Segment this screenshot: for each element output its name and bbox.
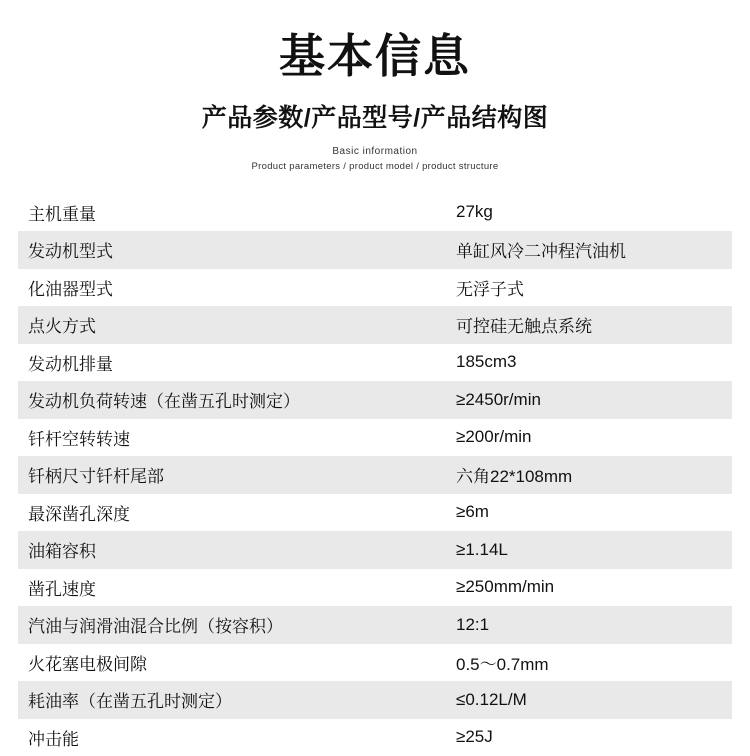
spec-value: ≥1.14L [438,531,732,569]
spec-value: 六角22*108mm [438,456,732,494]
spec-label: 发动机型式 [18,231,438,269]
spec-value: ≥6m [438,494,732,532]
page-header [0,0,750,172]
spec-value: ≥2450r/min [438,381,732,419]
spec-value: ≥25J [438,719,732,756]
spec-label: 油箱容积 [18,531,438,569]
spec-label: 主机重量 [18,194,438,232]
spec-value: 27kg [438,194,732,232]
spec-value: 单缸风冷二冲程汽油机 [438,231,732,269]
specification-table-body [18,194,732,756]
table-row [18,719,732,756]
spec-label: 凿孔速度 [18,569,438,607]
spec-label: 火花塞电极间隙 [18,644,438,682]
spec-label: 化油器型式 [18,269,438,307]
spec-value: 185cm3 [438,344,732,382]
table-row [18,494,732,532]
spec-label: 发动机负荷转速（在凿五孔时测定） [18,381,438,419]
spec-value: ≥200r/min [438,419,732,457]
table-row [18,419,732,457]
spec-value: 0.5～0.7mm [438,644,732,682]
table-row [18,194,732,232]
table-row [18,606,732,644]
spec-label: 点火方式 [18,306,438,344]
spec-label: 冲击能 [18,719,438,756]
table-row [18,456,732,494]
table-row [18,644,732,682]
page-subtitle: 产品参数/产品型号/产品结构图 [0,98,750,134]
spec-label: 发动机排量 [18,344,438,382]
table-row [18,381,732,419]
table-row [18,306,732,344]
page-subtitle-english-secondary: Product parameters / product model / product structure [0,161,750,172]
table-row [18,231,732,269]
spec-label: 最深凿孔深度 [18,494,438,532]
specification-table [18,194,732,756]
table-row [18,531,732,569]
spec-value: 可控硅无触点系统 [438,306,732,344]
spec-value: 12:1 [438,606,732,644]
spec-value: ≤0.12L/M [438,681,732,719]
page-subtitle-english-primary: Basic information [0,146,750,157]
table-row [18,681,732,719]
page-title: 基本信息 [0,28,750,86]
spec-label: 汽油与润滑油混合比例（按容积） [18,606,438,644]
spec-label: 钎柄尺寸钎杆尾部 [18,456,438,494]
spec-value: 无浮子式 [438,269,732,307]
spec-value: ≥250mm/min [438,569,732,607]
table-row [18,269,732,307]
table-row [18,344,732,382]
spec-label: 耗油率（在凿五孔时测定） [18,681,438,719]
spec-label: 钎杆空转转速 [18,419,438,457]
table-row [18,569,732,607]
